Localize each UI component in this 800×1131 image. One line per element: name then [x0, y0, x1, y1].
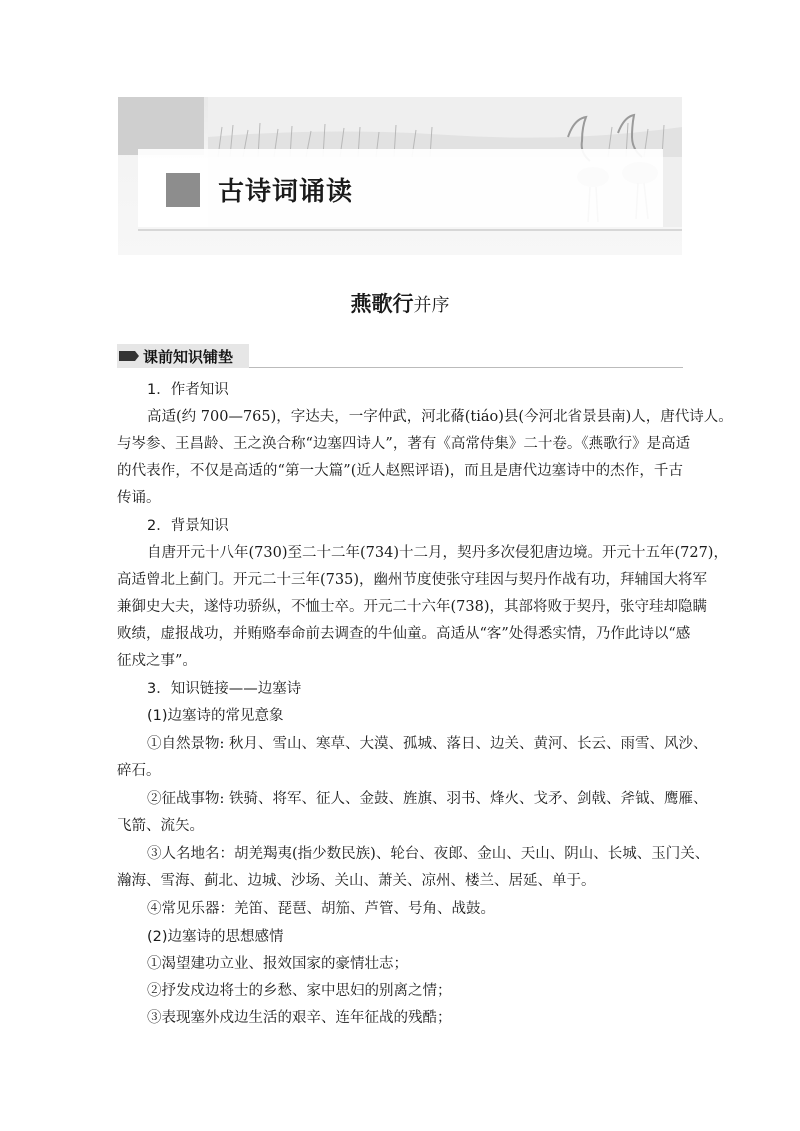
section-divider: [249, 367, 683, 368]
banner-corner-block: [118, 97, 204, 155]
header-banner: [118, 97, 682, 255]
subheading-imagery: (1)边塞诗的常见意象: [147, 708, 284, 724]
subheading-emotions: (2)边塞诗的思想感情: [147, 929, 284, 945]
paragraph-line: 兼御史大夫，遂恃功骄纵，不恤士卒。开元二十六年(738)，其部将败于契丹，张守珪却隐瞒: [117, 599, 707, 615]
banner-title-panel: [138, 149, 663, 227]
paragraph-line: 与岑参、王昌龄、王之涣合称“边塞四诗人”，著有《高常侍集》二十卷。《燕歌行》是高适: [117, 436, 691, 452]
paragraph-line: 败绩，虚报战功，并贿赂奉命前去调查的牛仙童。高适从“客”处得悉实情，乃作此诗以“感: [117, 626, 691, 642]
list-item: ③人名地名：胡羌羯夷(指少数民族)、轮台、夜郎、金山、天山、阴山、长城、玉门关、: [147, 846, 710, 862]
paragraph-line: 的代表作，不仅是高适的“第一大篇”(近人赵熙评语)，而且是唐代边塞诗中的杰作，千古: [117, 463, 683, 479]
paragraph-line: 传诵。: [117, 490, 161, 506]
paragraph-line: 高适曾北上蓟门。开元二十三年(735)，幽州节度使张守珪因与契丹作战有功，拜辅国大将军: [117, 572, 707, 588]
list-item: 飞箭、流矢。: [117, 818, 204, 834]
heading-background: 2．背景知识: [147, 518, 229, 534]
poem-title-suffix: 并序: [413, 295, 450, 316]
poem-title: [0, 288, 800, 318]
list-item: ②征战事物: 铁骑、将军、征人、金鼓、旌旗、羽书、烽火、戈矛、剑戟、斧钺、鹰雁、: [147, 791, 708, 807]
heading-knowledge-link: 3．知识链接——边塞诗: [147, 681, 302, 697]
heading-author: 1．作者知识: [147, 382, 229, 398]
list-item: 瀚海、雪海、蓟北、边城、沙场、关山、萧关、凉州、楼兰、居延、单于。: [117, 873, 596, 889]
section-tab: [117, 344, 249, 368]
list-item: ②抒发戍边将士的乡愁、家中思妇的别离之情；: [147, 983, 452, 999]
banner-square-icon: [166, 173, 200, 207]
list-item: ③表现塞外戍边生活的艰辛、连年征战的残酷；: [147, 1010, 452, 1026]
list-item: ④常见乐器：羌笛、琵琶、胡笳、芦管、号角、战鼓。: [147, 901, 495, 917]
poem-title-main: 燕歌行: [350, 292, 414, 316]
banner-underline: [138, 229, 682, 231]
list-item: ①渴望建功立业、报效国家的豪情壮志；: [147, 956, 408, 972]
paragraph-line: 征戍之事”。: [117, 653, 197, 669]
banner-title: 古诗词诵读: [218, 177, 354, 207]
section-label: 课前知识铺垫: [143, 348, 234, 366]
paragraph-line: 自唐开元十八年(730)至二十二年(734)十二月，契丹多次侵犯唐边境。开元十五年(727)，: [147, 545, 728, 561]
list-item: 碎石。: [117, 763, 161, 779]
list-item: ①自然景物: 秋月、雪山、寒草、大漠、孤城、落日、边关、黄河、长云、雨雪、风沙、: [147, 736, 708, 752]
paragraph-line: 高适(约 700—765)，字达夫，一字仲武，河北蓨(tiáo)县(今河北省景县南)人，唐代诗人。: [147, 409, 733, 425]
